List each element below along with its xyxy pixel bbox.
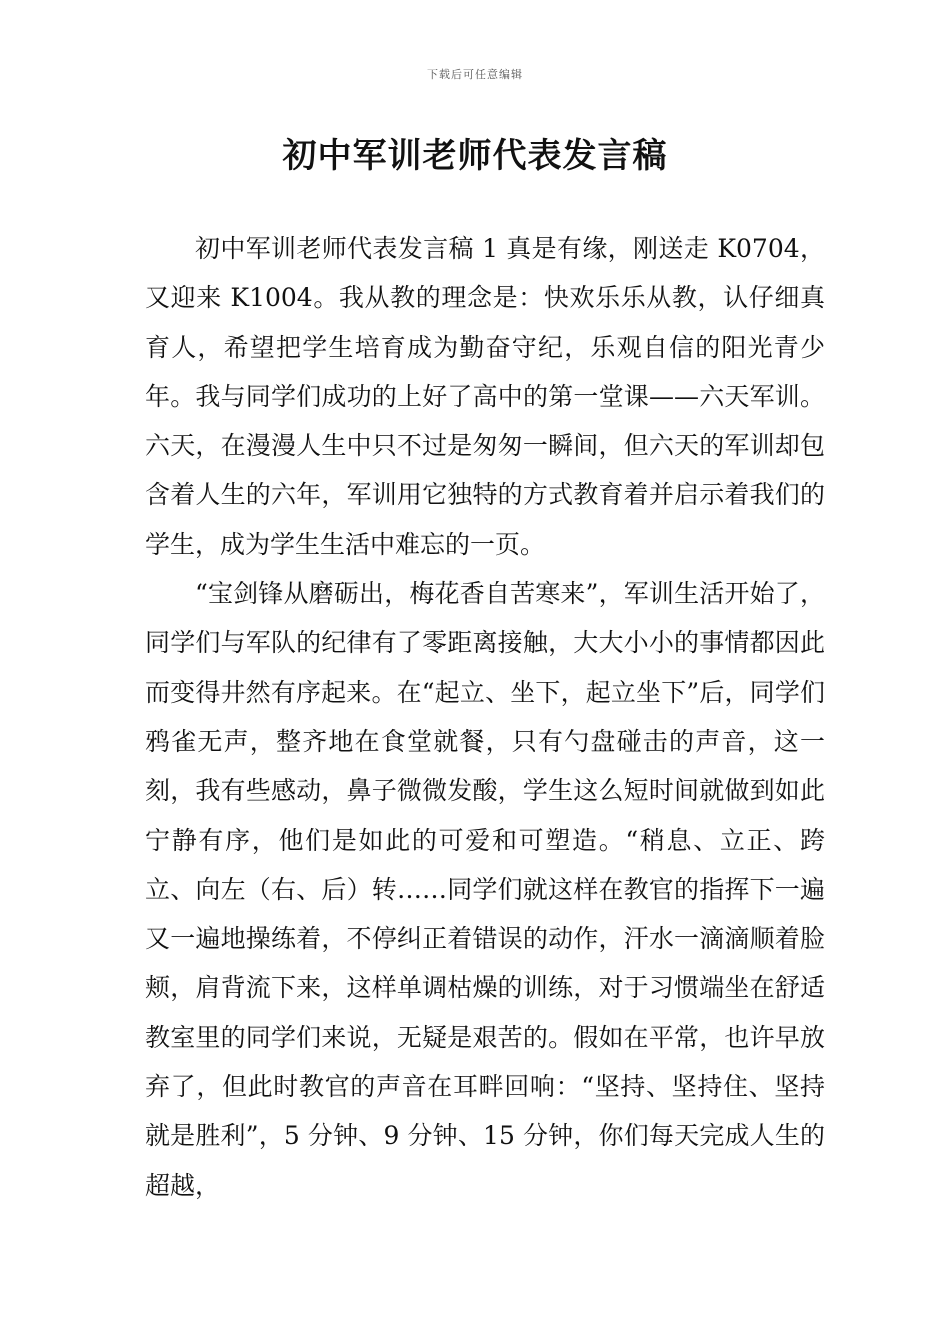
document-title: 初中军训老师代表发言稿 bbox=[282, 136, 668, 176]
paragraph: “宝剑锋从磨砺出，梅花香自苦寒来”，军训生活开始了，同学们与军队的纪律有了零距离接触，大大小小的事情都因此而变得井然有序起来。在“起立、坐下，起立坐下”后，同学们鸦雀无声，整齐地在食堂就餐，只有勺盘碰击的声音，这一刻，我有些感动，鼻子微微发酸，学生这么短时间就做到如此宁静有序，他们是如此的可爱和可塑造。“稍息、立正、跨立、向左（右、后）转……同学们就这样在教官的指挥下一遍又一遍地操练着，不停纠正着错误的动作，汗水一滴滴顺着脸颊，肩背流下来，这样单调枯燥的训练，对于习惯端坐在舒适教室里的同学们来说，无疑是艰苦的。假如在平常，也许早放弃了，但此时教官的声音在耳畔回响：“坚持、坚持住、坚持就是胜利”，5 分钟、9 分钟、15 分钟，你们每天完成人生的超越， bbox=[145, 579, 825, 1200]
document-body bbox=[145, 224, 825, 1210]
header-note: 下载后可任意编辑 bbox=[427, 68, 523, 81]
paragraph: 初中军训老师代表发言稿 1 真是有缘，刚送走 K0704，又迎来 K1004。我从教的理念是：快欢乐乐从教，认仔细真育人，希望把学生培育成为勤奋守纪，乐观自信的阳光青少年。我与同学们成功的上好了高中的第一堂课——六天军训。六天，在漫漫人生中只不过是匆匆一瞬间，但六天的军训却包含着人生的六年，军训用它独特的方式教育着并启示着我们的学生，成为学生生活中难忘的一页。 bbox=[145, 234, 825, 559]
